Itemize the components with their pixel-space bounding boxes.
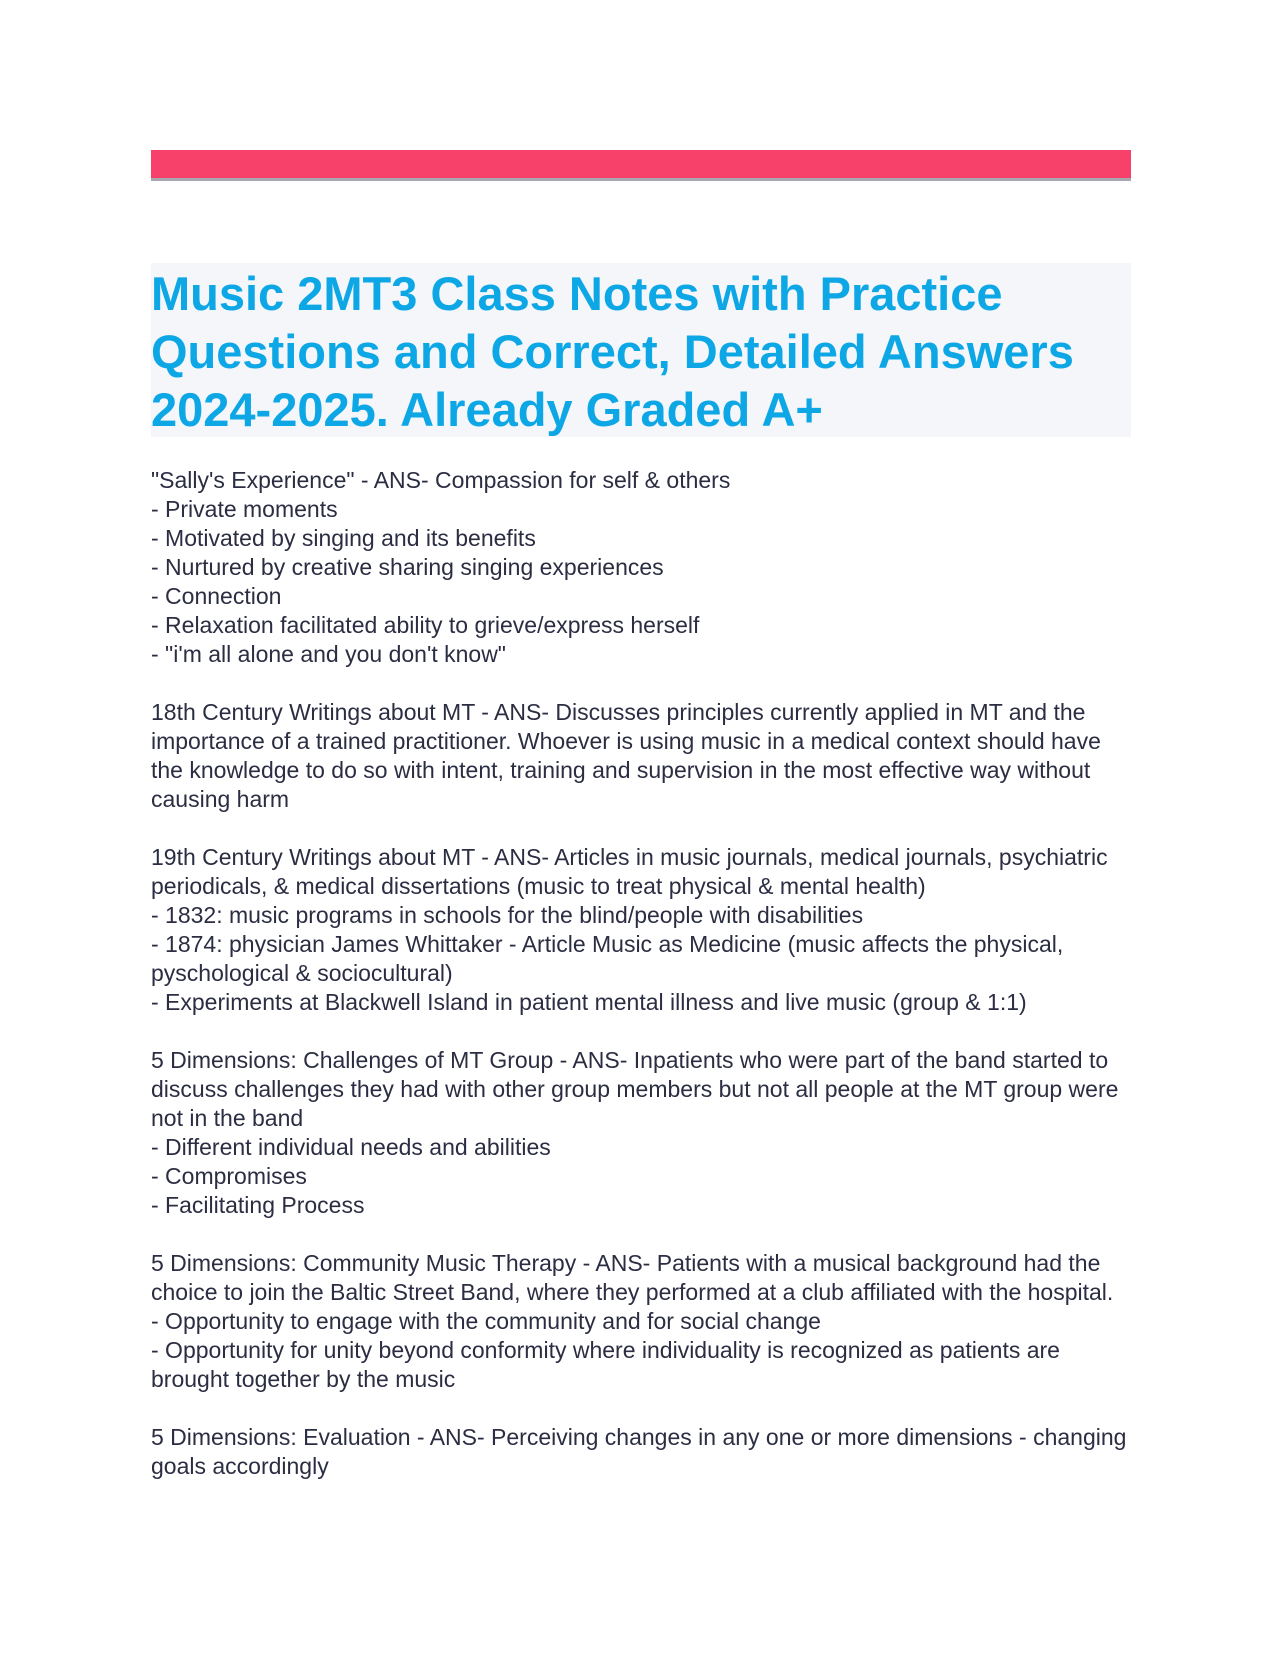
entry-line: "Sally's Experience" - ANS- Compassion for self & others — [151, 467, 731, 493]
entry-line: 18th Century Writings about MT - ANS- Discusses principles currently applied in MT and the importance of a trained practitioner. Whoever is using music in a medical context should have the knowledge to do so with intent, training and supervision in the most effective way without causing harm — [151, 699, 1101, 812]
entry-line: - 1874: physician James Whittaker - Article Music as Medicine (music affects the physical, pyschological & sociocultural) — [151, 931, 1064, 986]
entry-line: - Connection — [151, 583, 282, 609]
entry-line: - Relaxation facilitated ability to grieve/express herself — [151, 612, 700, 638]
entry-line: - Nurtured by creative sharing singing experiences — [151, 554, 664, 580]
qa-entry — [151, 466, 1136, 669]
entry-line: - Facilitating Process — [151, 1192, 365, 1218]
document-body — [151, 466, 1136, 1510]
entry-line: - Compromises — [151, 1163, 307, 1189]
qa-entry — [151, 1249, 1136, 1394]
qa-entry — [151, 1046, 1136, 1220]
entry-line: - Motivated by singing and its benefits — [151, 525, 536, 551]
qa-entry — [151, 843, 1136, 1017]
entry-line: 5 Dimensions: Community Music Therapy - ANS- Patients with a musical background had the choice to join the Baltic Street Band, where they performed at a club affiliated with the hospital. — [151, 1250, 1114, 1305]
entry-line: - "i'm all alone and you don't know" — [151, 641, 506, 667]
entry-line: - Opportunity to engage with the community and for social change — [151, 1308, 821, 1334]
entry-line: - Private moments — [151, 496, 338, 522]
header-accent-bar — [151, 150, 1131, 181]
entry-line: - Opportunity for unity beyond conformity where individuality is recognized as patients are brought together by the music — [151, 1337, 1060, 1392]
qa-entry — [151, 1423, 1136, 1481]
document-title: Music 2MT3 Class Notes with Practice Questions and Correct, Detailed Answers 2024-2025. Already Graded A+ — [151, 267, 1074, 436]
entry-line: 5 Dimensions: Challenges of MT Group - ANS- Inpatients who were part of the band started to discuss challenges they had with other group members but not all people at the MT group were not in the band — [151, 1047, 1119, 1131]
title-block — [151, 263, 1131, 437]
entry-line: 5 Dimensions: Evaluation - ANS- Perceiving changes in any one or more dimensions - changing goals accordingly — [151, 1424, 1127, 1479]
entry-line: - Experiments at Blackwell Island in patient mental illness and live music (group & 1:1) — [151, 989, 1027, 1015]
entry-line: - Different individual needs and abilities — [151, 1134, 551, 1160]
entry-line: - 1832: music programs in schools for the blind/people with disabilities — [151, 902, 864, 928]
qa-entry — [151, 698, 1136, 814]
entry-line: 19th Century Writings about MT - ANS- Articles in music journals, medical journals, psychiatric periodicals, & medical dissertations (music to treat physical & mental health) — [151, 844, 1108, 899]
